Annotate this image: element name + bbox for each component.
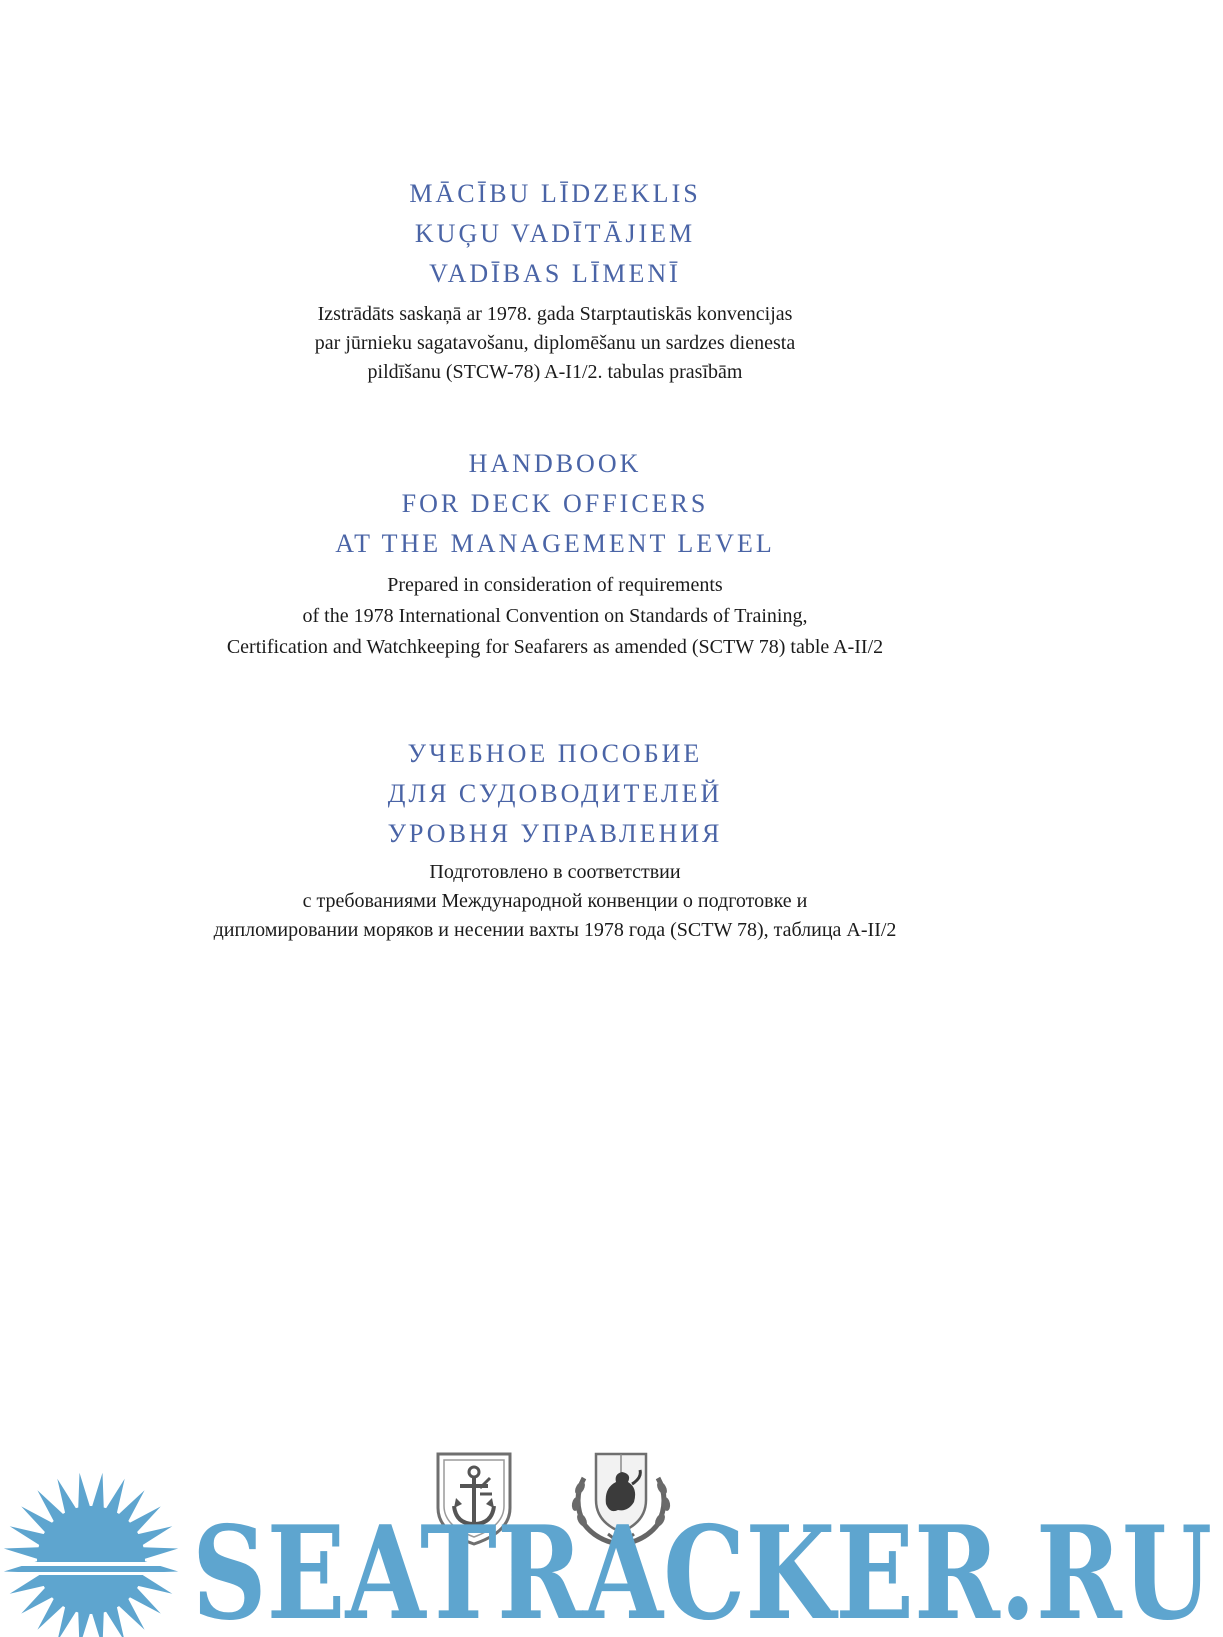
russian-title-line: УРОВНЯ УПРАВЛЕНИЯ (387, 819, 723, 848)
english-section (0, 444, 1110, 663)
english-title (0, 444, 1110, 564)
russian-section (0, 734, 1110, 945)
latvian-title (0, 174, 1110, 294)
english-title-line: FOR DECK OFFICERS (401, 489, 709, 518)
sun-disc (37, 1506, 145, 1614)
english-description-line: Prepared in consideration of requirements (387, 574, 723, 596)
english-description-line: of the 1978 International Convention on Standards of Training, (302, 605, 808, 627)
latvian-title-line: VADĪBAS LĪMENĪ (429, 259, 681, 288)
sun-horizon-line (0, 1572, 182, 1575)
watermark-sun-icon (0, 1464, 182, 1637)
latvian-title-line: MĀCĪBU LĪDZEKLIS (409, 179, 701, 208)
english-title-line: HANDBOOK (468, 449, 642, 478)
english-title-line: AT THE MANAGEMENT LEVEL (335, 529, 775, 558)
latvian-title-line: KUĢU VADĪTĀJIEM (414, 219, 696, 248)
russian-description-line: дипломировании моряков и несении вахты 1978 года (SCTW 78), таблица A-II/2 (213, 919, 897, 941)
russian-description-line: Подготовлено в соответствии (429, 861, 681, 883)
watermark-text (192, 1508, 1217, 1628)
sun-horizon-line (0, 1562, 182, 1566)
russian-title (0, 734, 1110, 854)
russian-description-line: с требованиями Международной конвенции о подготовке и (302, 890, 808, 912)
russian-title-line: ДЛЯ СУДОВОДИТЕЛЕЙ (387, 779, 723, 808)
english-description (0, 570, 1110, 663)
latvian-section (0, 174, 1110, 387)
russian-description (0, 858, 1110, 945)
english-description-line: Certification and Watchkeeping for Seafarers as amended (SCTW 78) table A-II/2 (226, 636, 884, 658)
watermark-label: SEATRACKER.RU (192, 1508, 1212, 1628)
latvian-description (0, 300, 1110, 387)
latvian-description-line: Izstrādāts saskaņā ar 1978. gada Starptautiskās konvencijas (317, 303, 793, 325)
latvian-description-line: pildīšanu (STCW-78) A-I1/2. tabulas prasībām (367, 361, 743, 383)
russian-title-line: УЧЕБНОЕ ПОСОБИЕ (407, 739, 703, 768)
latvian-description-line: par jūrnieku sagatavošanu, diplomēšanu un sardzes dienesta (314, 332, 796, 354)
